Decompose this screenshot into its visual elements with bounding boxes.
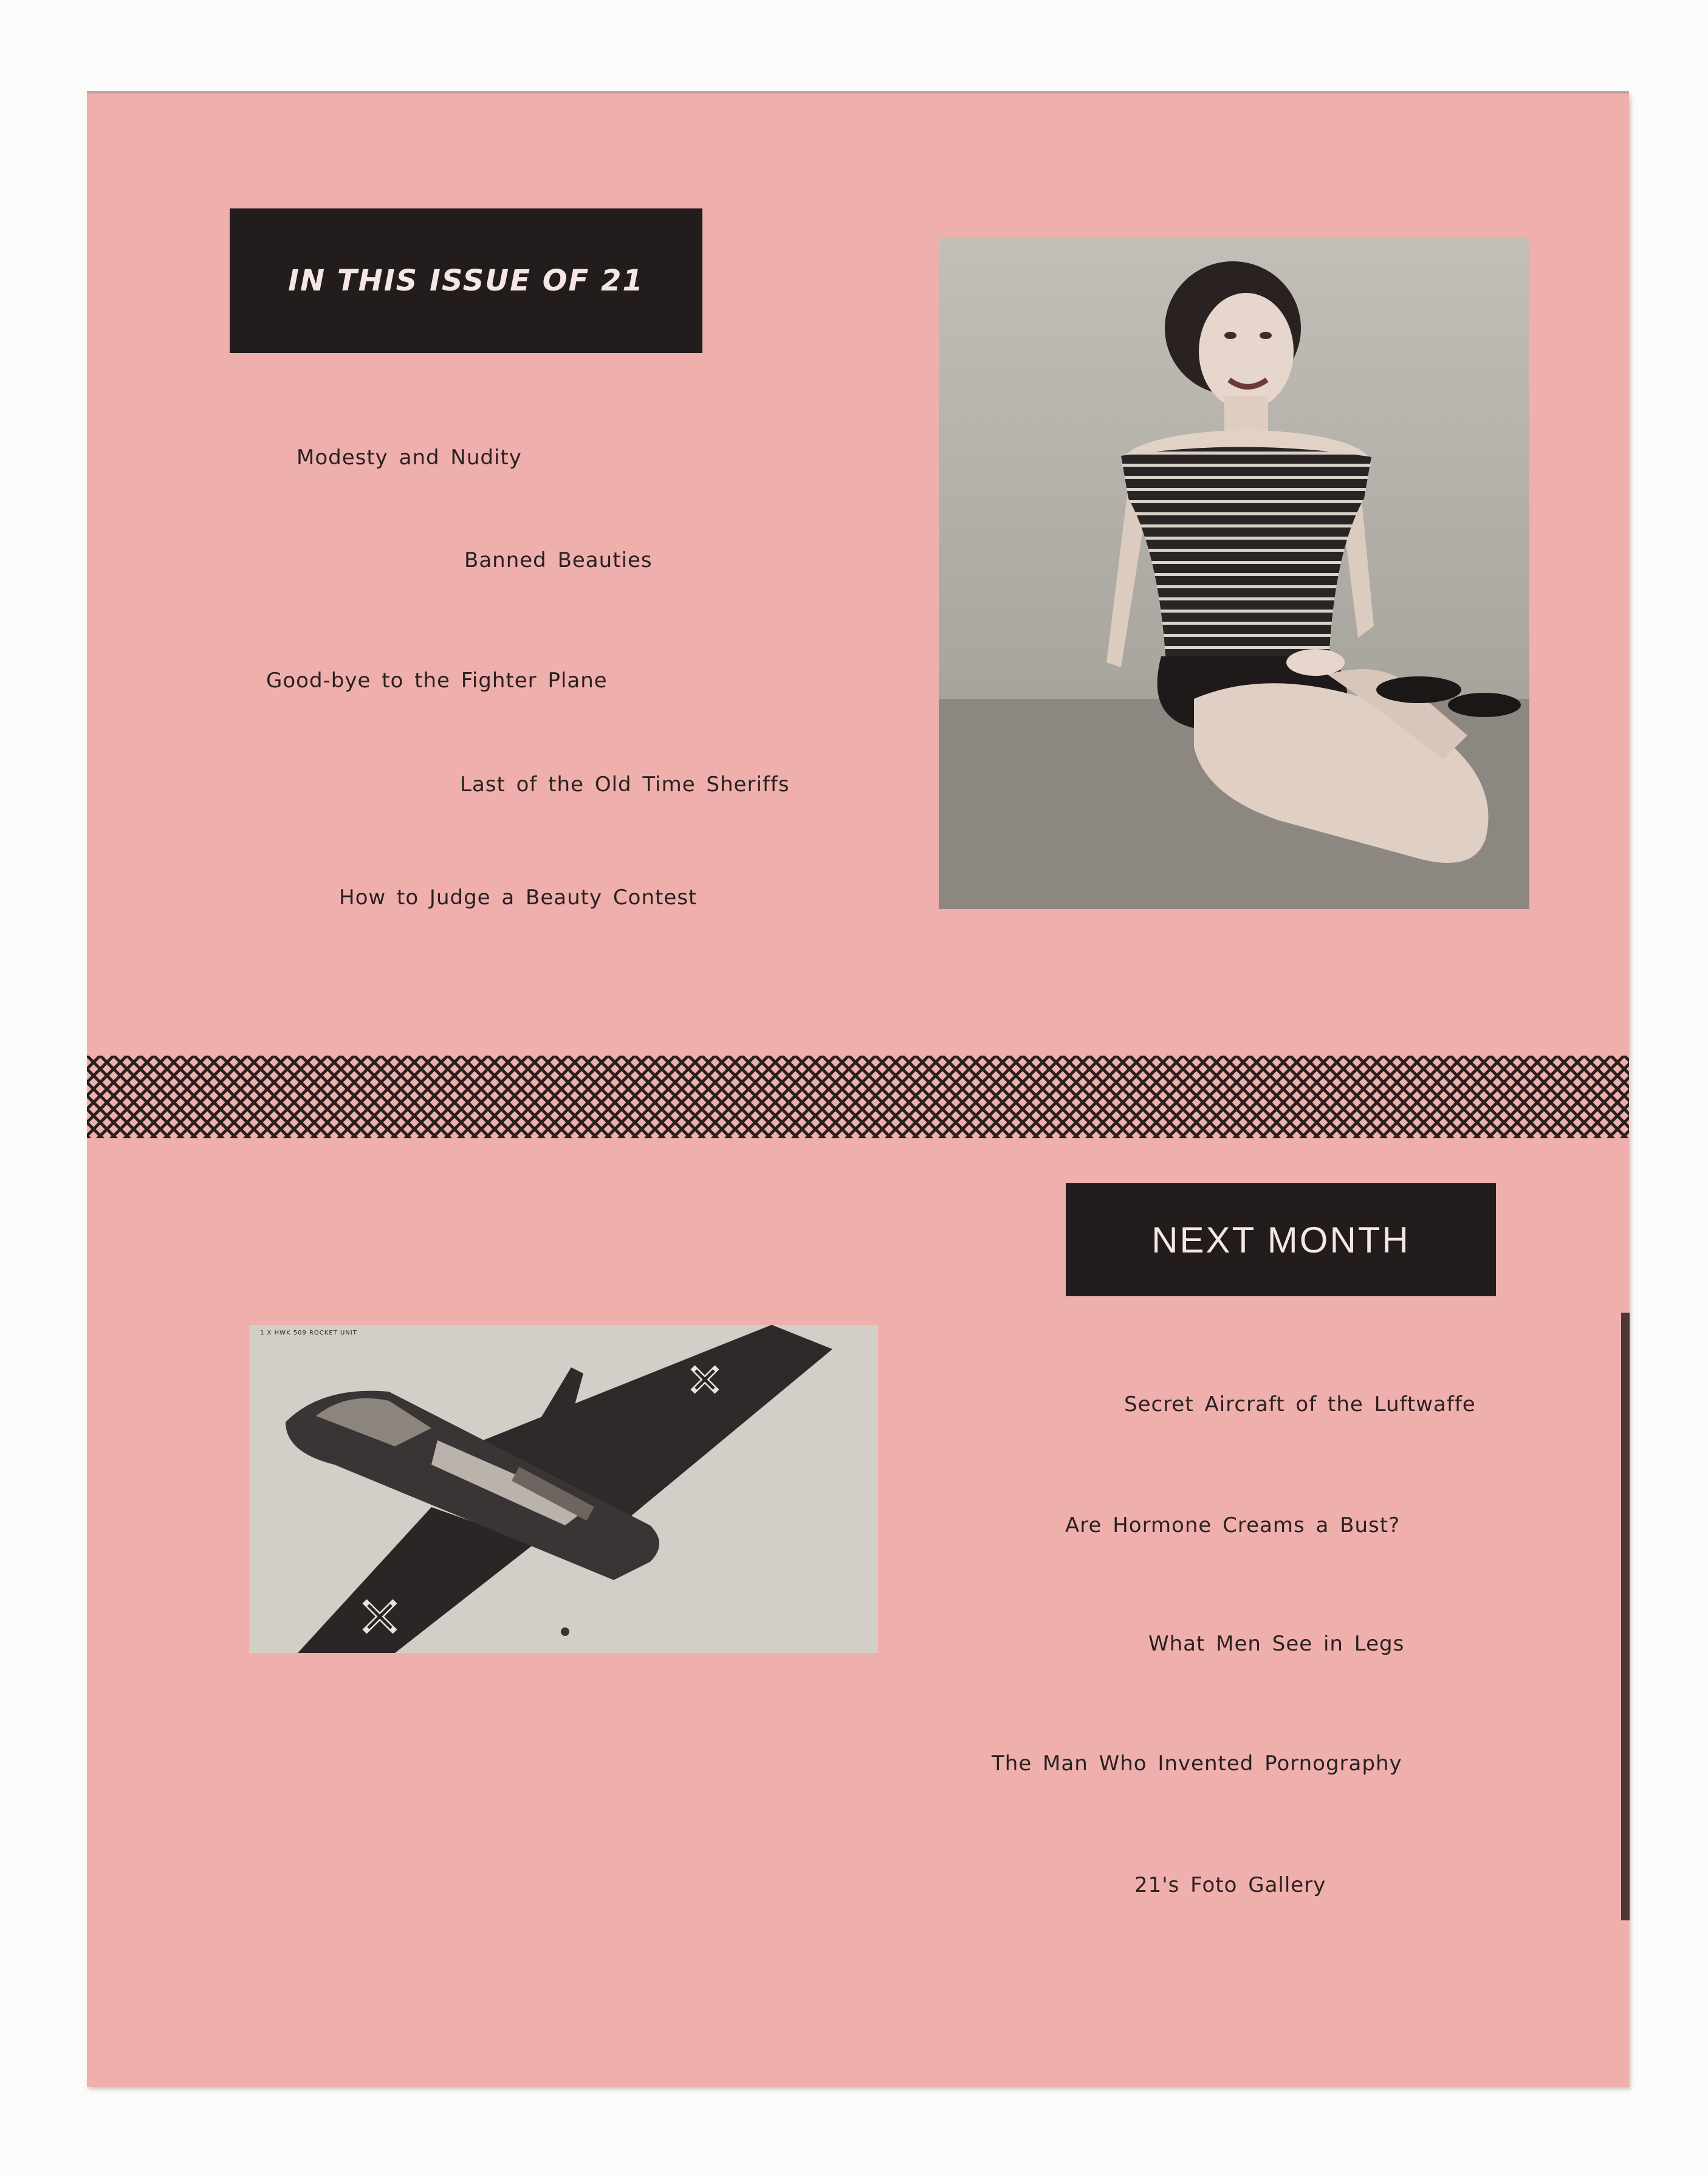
next-item-hormone-creams: Are Hormone Creams a Bust? [1065,1513,1401,1538]
crosshatch-divider-band [87,1056,1629,1138]
next-item-foto-gallery: 21's Foto Gallery [1134,1873,1326,1897]
next-item-secret-aircraft: Secret Aircraft of the Luftwaffe [1124,1392,1476,1417]
page-spine-edge [1621,1313,1630,1920]
next-item-pornography: The Man Who Invented Pornography [992,1751,1402,1776]
issue-item-old-time-sheriffs: Last of the Old Time Sheriffs [460,772,790,797]
next-month-heading: NEXT MONTH [1066,1183,1496,1296]
issue-item-fighter-plane: Good-bye to the Fighter Plane [266,668,608,693]
issue-item-beauty-contest: How to Judge a Beauty Contest [339,885,698,910]
issue-item-modesty-and-nudity: Modesty and Nudity [297,445,522,470]
photo-seated-woman [939,237,1529,909]
in-this-issue-heading: IN THIS ISSUE OF 21 [230,208,702,353]
plane-photo-caption: 1 X HWK 509 ROCKET UNIT [260,1330,357,1336]
issue-item-banned-beauties: Banned Beauties [464,548,653,572]
next-item-what-men-see: What Men See in Legs [1148,1632,1405,1656]
photo-rocket-plane [249,1325,878,1653]
